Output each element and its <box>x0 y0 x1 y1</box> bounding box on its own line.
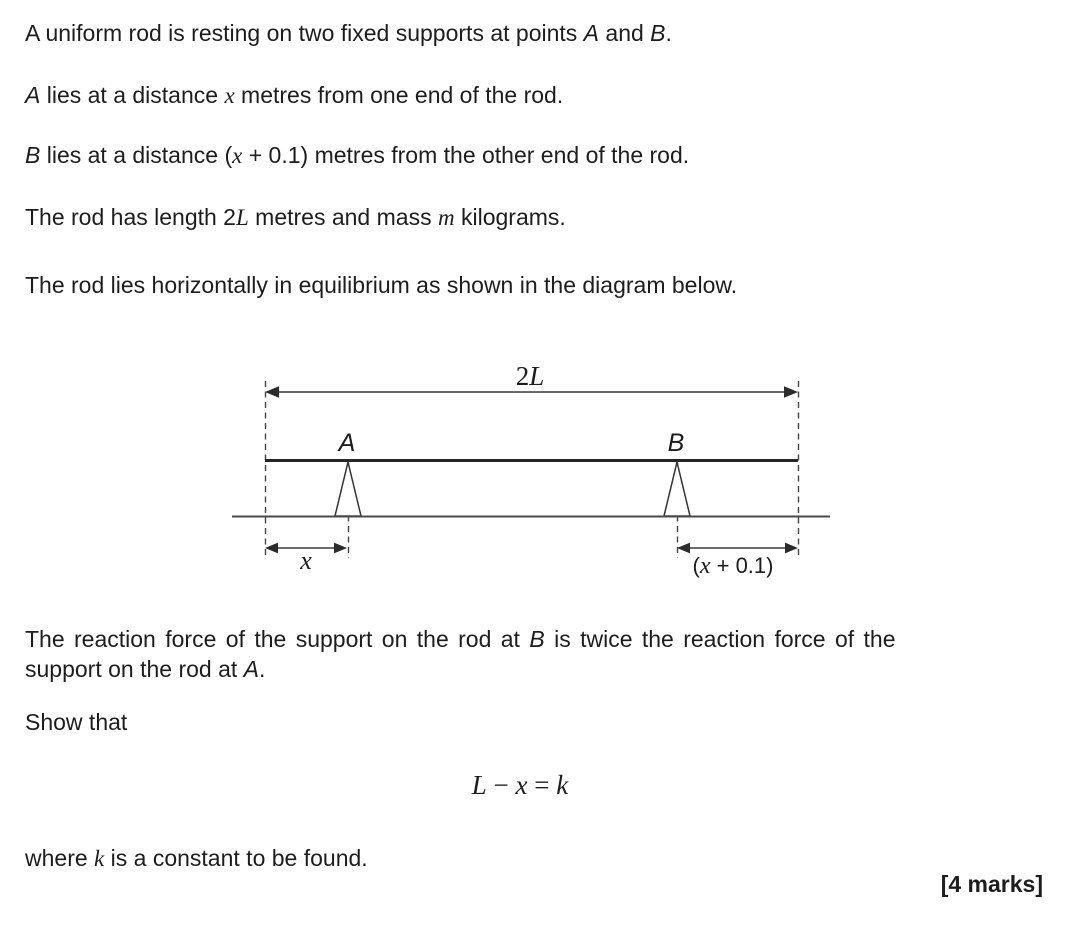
x01-dimension-label: (x + 0.1) <box>692 553 774 579</box>
x01-arrowhead-left <box>677 543 690 554</box>
marks-badge: [4 marks] <box>940 871 1043 897</box>
reaction-line-2: support on the rod at A. <box>25 656 266 682</box>
intro-line-1: A uniform rod is resting on two fixed supports at points A and B. <box>25 20 672 46</box>
intro-line-2: A lies at a distance x metres from one end of the rod. <box>25 82 564 108</box>
intro-line-4: The rod has length 2L metres and mass m kilograms. <box>25 204 566 230</box>
show-that-line: Show that <box>25 709 128 735</box>
x-arrowhead-right <box>334 543 347 554</box>
x-dimension-label: x <box>300 546 312 575</box>
support-b-triangle <box>664 462 690 516</box>
reaction-line-1: The reaction force of the support on the rod at B is twice the reaction force of the <box>25 626 896 652</box>
equation: L − x = k <box>471 770 569 800</box>
support-a-triangle <box>335 462 361 516</box>
length-label: 2L <box>515 361 545 391</box>
where-line: where k is a constant to be found. <box>25 845 368 871</box>
intro-line-5: The rod lies horizontally in equilibrium as shown in the diagram below. <box>25 272 738 298</box>
support-b-label: B <box>667 429 685 457</box>
length-arrowhead-right <box>784 386 798 398</box>
intro-line-3: B lies at a distance (x + 0.1) metres from the other end of the rod. <box>25 142 690 168</box>
x-arrowhead-left <box>265 543 278 554</box>
support-a-label: A <box>338 429 356 457</box>
x01-arrowhead-right <box>785 543 798 554</box>
length-arrowhead-left <box>265 386 279 398</box>
